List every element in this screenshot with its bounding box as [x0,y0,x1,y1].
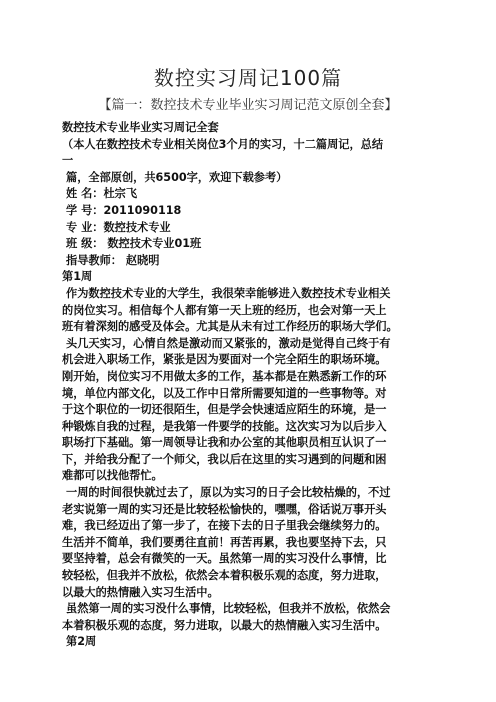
paragraph-line: 境，单位内部文化，以及工作中日常所需要知道的一些事物等。对 [62,386,387,400]
paragraph-line: 以最大的热情融入实习生活中。 [62,585,219,599]
paragraph-line: 一周的时间很快就过去了，原以为实习的日子会比较枯燥的，不过 [66,486,391,500]
paragraph-line: 下，并给我分配了一个师父，我以后在这里的实习遇到的问题和困 [62,452,387,466]
paragraph-line: 机会进入职场工作，紧张是因为要面对一个完全陌生的职场环境。 [62,353,387,367]
week-heading: 第2周 [66,635,97,649]
intro-line: （本人在数控技术专业相关岗位3个月的实习，十二篇周记，总结 [62,137,384,151]
paragraph-line: 虽然第一周的实习没什么事情，比较轻松，但我并不放松，依然会 [66,602,391,616]
paragraph-line: 难，我已经迈出了第一步了，在接下去的日子里我会继续努力的。 [62,519,387,533]
paragraph-line: 本着积极乐观的态度，努力进取，以最大的热情融入实习生活中。 [62,618,387,632]
paragraph-line: 要坚持着，总会有微笑的一天。虽然第一周的实习没什么事情，比 [62,552,387,566]
paragraph-line: 的岗位实习。相信每个人都有第一天上班的经历，也会对第一天上 [62,303,387,317]
week-heading: 第1周 [62,270,93,284]
heading-line: 数控技术专业毕业实习周记全套 [62,121,219,134]
paragraph-line: 难都可以找他帮忙。 [62,469,163,483]
student-id-line: 学 号：2011090118 [66,203,182,217]
paragraph-line: 头几天实习，心情自然是激动而又紧张的，激动是觉得自己终于有 [66,336,391,350]
document-body [62,120,454,651]
paragraph-line: 班有着深刻的感受及体会。尤其是从未有过工作经历的职场大学们。 [62,320,398,334]
document-title: 数控实习周记100篇 [153,66,343,90]
document-subtitle: 【篇一：数控技术专业毕业实习周记范文原创全套】 [98,98,398,113]
paragraph-line: 作为数控技术专业的大学生，我很荣幸能够进入数控技术专业相关 [66,286,391,300]
advisor-line: 指导教师： 赵晓明 [66,253,160,267]
major-line: 专 业：数控技术专业 [66,220,171,234]
paragraph-line: 职场打下基础。第一周领导让我和办公室的其他职员相互认识了一 [62,436,387,450]
paragraph-line: 刚开始，岗位实习不用做太多的工作，基本都是在熟悉新工作的环 [62,369,387,383]
paragraph-line: 种锻炼自我的过程，是我第一件要学的技能。这次实习为以后步入 [62,419,387,433]
paragraph-line: 老实说第一周的实习还是比较轻松愉快的，嘿嘿，俗话说万事开头 [62,502,387,516]
paragraph-line: 于这个职位的一切还很陌生，但是学会快速适应陌生的环境，是一 [62,403,387,417]
paragraph-line: 生活并不简单，我们要勇往直前！再苦再累，我也要坚持下去，只 [62,535,387,549]
name-line: 姓 名：杜宗飞 [66,187,138,201]
intro-line: 一 [62,154,74,168]
paragraph-line: 较轻松，但我并不放松，依然会本着积极乐观的态度，努力进取， [62,569,387,583]
class-line: 班 级： 数控技术专业01班 [66,237,202,251]
intro-line: 篇，全部原创，共6500字，欢迎下载参考） [66,170,288,184]
